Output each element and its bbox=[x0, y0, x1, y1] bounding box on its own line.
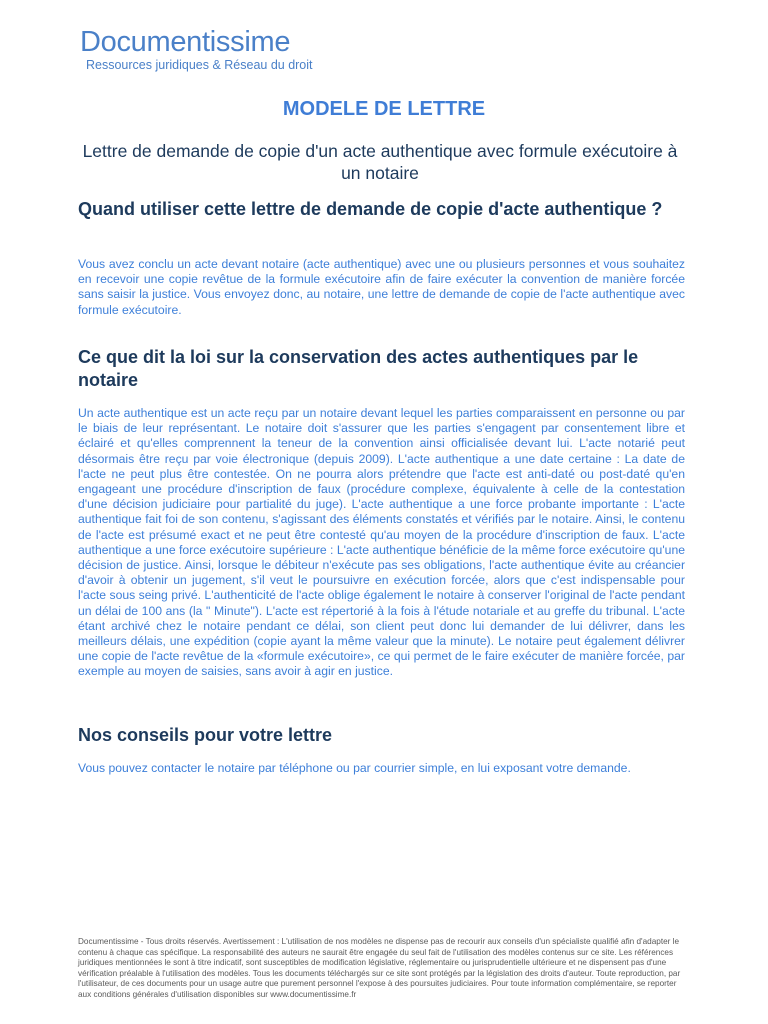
footer-disclaimer: Documentissime - Tous droits réservés. Avertissement : L'utilisation de nos modèles ne dispense pas de recourir aux conseils d'un spécialiste qualifié afin d'adapter le contenu à chaque cas spécifique. La responsabilité des auteurs ne saurait être engagée du seul fait de l'utilisation des modèles contenus sur ce site. Les références juridiques mentionnées le sont à titre indicatif, sont susceptibles de modification législative, réglementaire ou jurisprudentielle ultérieure et ne dispensent pas d'une vérification préalable à l'utilisation des modèles. Tous les documents téléchargés sur ce site sont protégés par la législation des droits d'auteur. Toute reproduction, par l'utilisateur, de ces documents pour un usage autre que purement personnel l'expose à des poursuites judiciaires. Pour toute information complémentaire, se reporter aux conditions générales d'utilisation disponibles sur www.documentissime.fr bbox=[78, 937, 681, 999]
logo-title: Documentissime bbox=[80, 26, 291, 58]
section-body-advice: Vous pouvez contacter le notaire par téléphone ou par courrier simple, en lui exposant votre demande. bbox=[78, 761, 631, 775]
documentissime-logo bbox=[80, 26, 313, 72]
section-heading-law: Ce que dit la loi sur la conservation des actes authentiques par le notaire bbox=[78, 347, 639, 390]
section-body-when-to-use: Vous avez conclu un acte devant notaire (acte authentique) avec une ou plusieurs personnes et vous souhaitez en recevoir une copie revêtue de la formule exécutoire afin de faire exécuter la convention de manière forcée sans saisir la justice. Vous envoyez donc, au notaire, une lettre de demande de copie de l'acte authentique avec formule exécutoire. bbox=[78, 257, 685, 317]
section-heading-advice: Nos conseils pour votre lettre bbox=[78, 725, 333, 745]
logo-tagline: Ressources juridiques & Réseau du droit bbox=[86, 58, 313, 72]
section-heading-when-to-use: Quand utiliser cette lettre de demande de copie d'acte authentique ? bbox=[78, 199, 663, 219]
document-subtitle: Lettre de demande de copie d'un acte authentique avec formule exécutoire à un notaire bbox=[82, 141, 678, 183]
section-body-law: Un acte authentique est un acte reçu par un notaire devant lequel les parties comparaissent en personne ou par le biais de leur représentant. Le notaire doit s'assurer que les parties s'engagent par consentement libre et éclairé et qu'elles comprennent la teneur de la convention ainsi officialisée devant lui. L'acte notarié peut désormais être reçu par voie électronique (depuis 2009). L'acte authentique a une date certaine : La date de l'acte ne peut plus être contestée. On ne pourra alors prétendre que l'acte est anti-daté ou post-daté qu'en engageant une procédure d'inscription de faux (procédure complexe, équivalente à celle de la contestation d'une décision judiciaire pour partialité du juge). L'acte authentique a une force probante importante : L'acte authentique fait foi de son contenu, s'agissant des éléments constatés et vérifiés par le notaire. Ainsi, le contenu de l'acte est présumé exact et ne peut être contesté qu'au moyen de la procédure d'inscription de faux. L'acte authentique a une force exécutoire supérieure : L'acte authentique bénéficie de la même force exécutoire qu'une décision de justice. Ainsi, lorsque le débiteur n'exécute pas ses obligations, l'acte authentique évite au créancier d'avoir à obtenir un jugement, s'il veut le poursuivre en exécution forcée, alors que c'est indispensable pour l'acte sous seing privé. L'authenticité de l'acte oblige également le notaire à conserver l'original de l'acte pendant un délai de 100 ans (la " Minute"). L'acte est répertorié à la fois à l'étude notariale et au greffe du tribunal. L'acte étant archivé chez le notaire pendant ce délai, son client peut donc lui demander de lui délivrer, dans les meilleurs délais, une expédition (copie ayant la même valeur que la minute). Le notaire peut également délivrer une copie de l'acte revêtue de la «formule exécutoire», ce qui permet de le faire exécuter de manière forcée, par exemple au moyen de saisies, sans avoir à agir en justice. bbox=[78, 406, 685, 679]
document-type-title: MODELE DE LETTRE bbox=[282, 98, 486, 120]
